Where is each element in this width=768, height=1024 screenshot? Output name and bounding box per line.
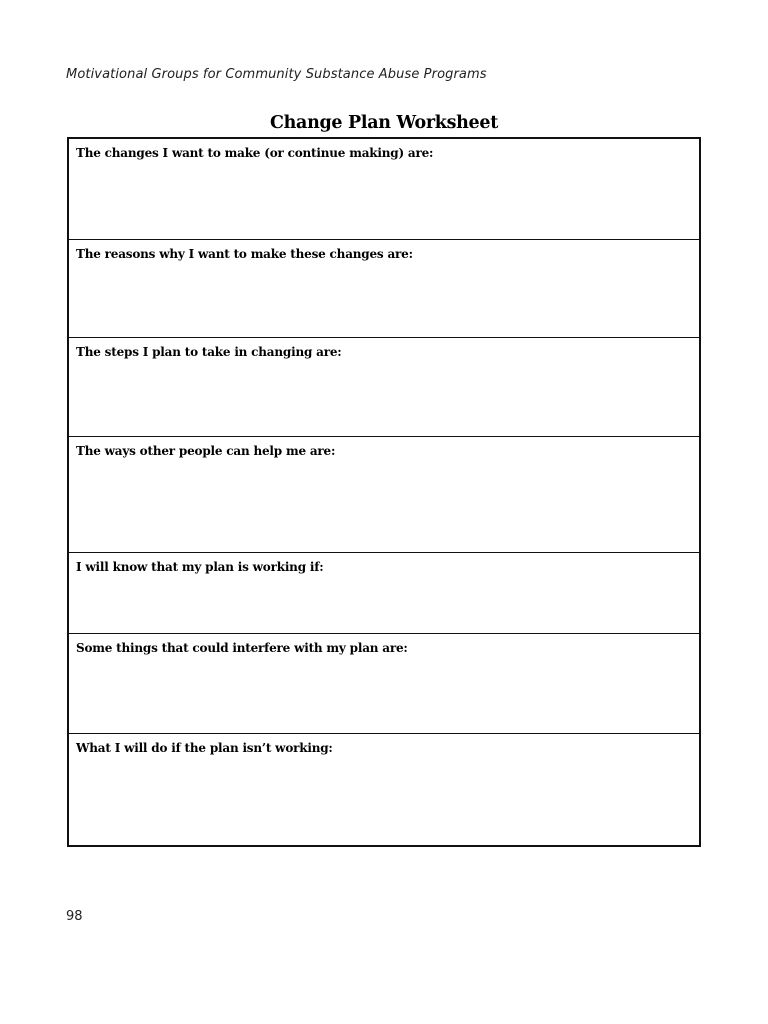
running-header: Motivational Groups for Community Substance Abuse Programs [66,67,487,82]
page-number: 98 [66,909,83,924]
worksheet-row-interfere [69,634,699,734]
worksheet-row-changes [69,139,699,240]
row-prompt: The reasons why I want to make these changes are: [76,247,413,261]
row-prompt: I will know that my plan is working if: [76,560,324,574]
worksheet-title: Change Plan Worksheet [269,113,498,133]
worksheet-table [67,137,701,847]
worksheet-row-not-working [69,734,699,845]
worksheet-row-reasons [69,240,699,338]
row-prompt: The changes I want to make (or continue making) are: [76,146,434,160]
worksheet-row-working [69,553,699,634]
worksheet-row-steps [69,338,699,437]
row-prompt: The ways other people can help me are: [76,444,336,458]
worksheet-row-help [69,437,699,553]
row-prompt: What I will do if the plan isn’t working: [76,741,333,755]
row-prompt: The steps I plan to take in changing are: [76,345,342,359]
row-prompt: Some things that could interfere with my plan are: [76,641,408,655]
